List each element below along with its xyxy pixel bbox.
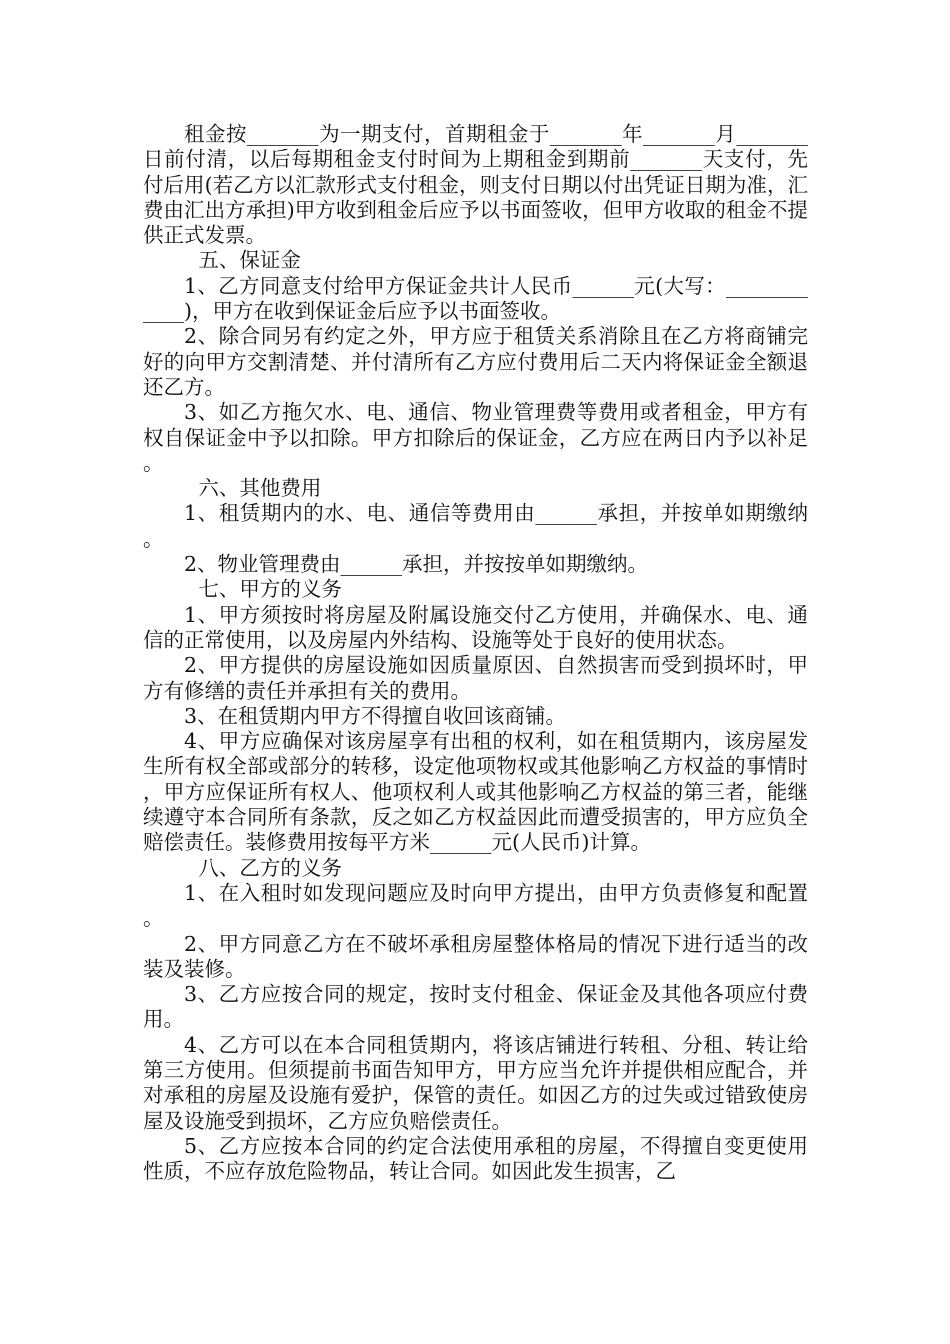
paragraph-deposit-2: 2、除合同另有约定之外，甲方应于租赁关系消除且在乙方将商铺完好的向甲方交割清楚、并付清所有乙方应付费用后二天内将保证金全额退还乙方。 [143,324,808,399]
paragraph-party-b-4: 4、乙方可以在本合同租赁期内，将该店铺进行转租、分租、转让给第三方使用。但须提前书面告知甲方，甲方应当允许并提供相应配合，并对承租的房屋及设施有爱护，保管的责任。如因乙方的过失或过错致使房屋及设施受到损坏，乙方应负赔偿责任。 [143,1032,808,1133]
paragraph-other-fees-1: 1、租赁期内的水、电、通信等费用由______承担，并按单如期缴纳。 [143,501,808,551]
paragraph-rent-payment: 租金按_______为一期支付，首期租金于_______年_______月_______日前付清，以后每期租金支付时间为上期租金到期前_______天支付，先付后用(若乙方以汇款形式支付租金，则支付日期以付出凭证日期为准，汇费由汇出方承担)甲方收到租金后应予以书面签收，但甲方收取的租金不提供正式发票。 [143,122,808,248]
section-heading-party-b-obligations: 八、乙方的义务 [198,855,342,880]
paragraph-deposit-3: 3、如乙方拖欠水、电、通信、物业管理费等费用或者租金，甲方有权自保证金中予以扣除。甲方扣除后的保证金，乙方应在两日内予以补足。 [143,400,808,475]
section-heading-deposit: 五、保证金 [198,248,301,273]
paragraph-party-b-3: 3、乙方应按合同的规定，按时支付租金、保证金及其他各项应付费用。 [143,982,808,1032]
section-heading-party-a-obligations: 七、甲方的义务 [198,577,342,602]
paragraph-party-a-2: 2、甲方提供的房屋设施如因质量原因、自然损害而受到损坏时，甲方有修缮的责任并承担有关的费用。 [143,653,808,703]
paragraph-deposit-1: 1、乙方同意支付给甲方保证金共计人民币______元(大写：____________)，甲方在收到保证金后应予以书面签收。 [143,273,808,324]
paragraph-party-a-3: 3、在租赁期内甲方不得擅自收回该商铺。 [184,703,567,728]
paragraph-party-b-2: 2、甲方同意乙方在不破坏承租房屋整体格局的情况下进行适当的改装及装修。 [143,931,808,981]
paragraph-party-a-1: 1、甲方须按时将房屋及附属设施交付乙方使用，并确保水、电、通信的正常使用，以及房屋内外结构、设施等处于良好的使用状态。 [143,602,808,652]
paragraph-party-b-1: 1、在入租时如发现问题应及时向甲方提出，由甲方负责修复和配置。 [143,880,808,931]
section-heading-other-fees: 六、其他费用 [198,476,322,501]
document-body [143,122,808,1184]
paragraph-party-b-5: 5、乙方应按本合同的约定合法使用承租的房屋，不得擅自变更使用性质，不应存放危险物品，转让合同。如因此发生损害，乙 [143,1133,808,1184]
paragraph-party-a-4: 4、甲方应确保对该房屋享有出租的权利，如在租赁期内，该房屋发生所有权全部或部分的转移，设定他项物权或其他影响乙方权益的事情时，甲方应保证所有权人、他项权利人或其他影响乙方权益的第三者，能继续遵守本合同所有条款，反之如乙方权益因此而遭受损害的，甲方应负全赔偿责任。装修费用按每平方米______元(人民币)计算。 [143,729,808,855]
paragraph-other-fees-2: 2、物业管理费由______承担，并按按单如期缴纳。 [184,552,649,577]
